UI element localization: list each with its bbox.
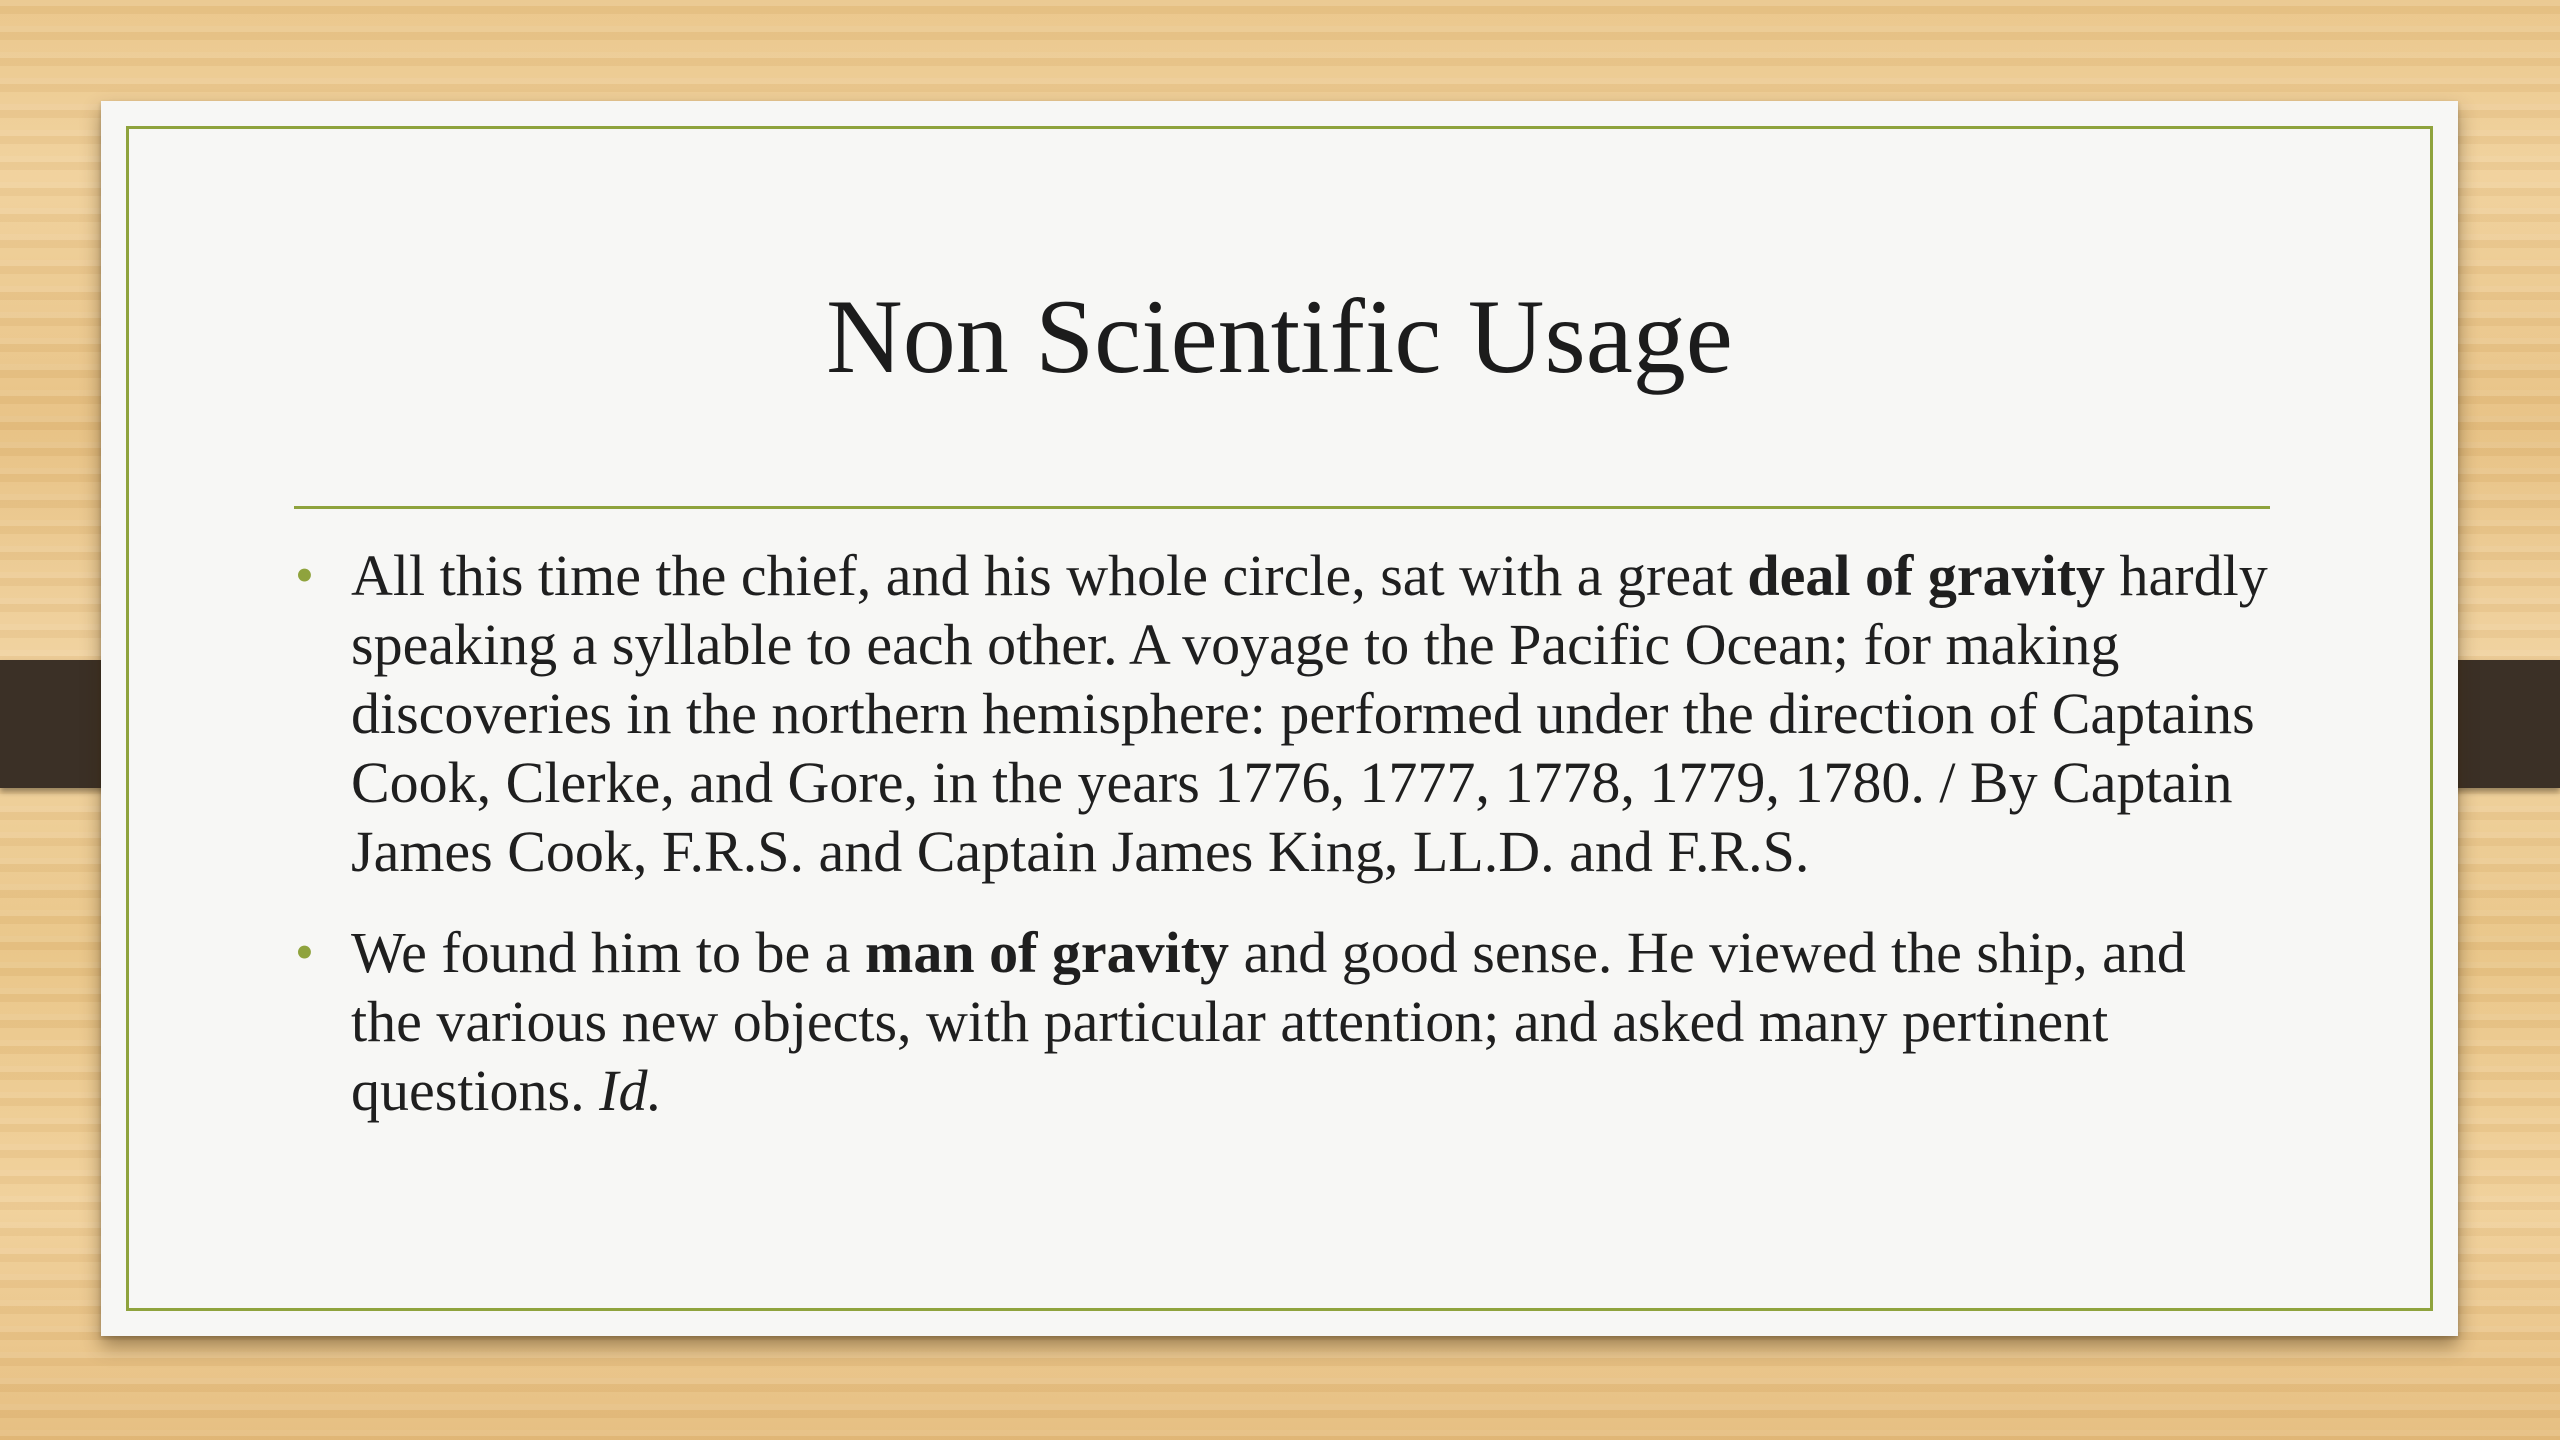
- bullet-italic-text: Id.: [599, 1058, 662, 1123]
- bullet-list: [295, 541, 2271, 1157]
- bullet-bold-text: deal of gravity: [1747, 543, 2106, 608]
- bullet-item: [295, 918, 2271, 1125]
- bullet-item: [295, 541, 2271, 886]
- title-divider: [294, 506, 2270, 509]
- bullet-text: and good sense. He viewed the ship, and the various new objects, with particular attention; and asked many pertinent questions.: [351, 920, 2186, 1123]
- bullet-dot-icon: •: [295, 545, 314, 605]
- bullet-text: We found him to be a: [351, 920, 865, 985]
- bullet-dot-icon: •: [295, 922, 314, 982]
- slide: [101, 101, 2458, 1336]
- bullet-text: hardly speaking a syllable to each other. A voyage to the Pacific Ocean; for making discoveries in the northern hemisphere: performed under the direction of Captains Cook, Clerke, and Gore, in the years 1776, 1777, 1778, 1779, 1780. / By Captain James Cook, F.R.S. and Captain James King, LL.D. and F.R.S.: [351, 543, 2268, 884]
- slide-title: Non Scientific Usage: [826, 278, 1733, 395]
- bullet-text: All this time the chief, and his whole circle, sat with a great: [351, 543, 1748, 608]
- bullet-bold-text: man of gravity: [865, 920, 1230, 985]
